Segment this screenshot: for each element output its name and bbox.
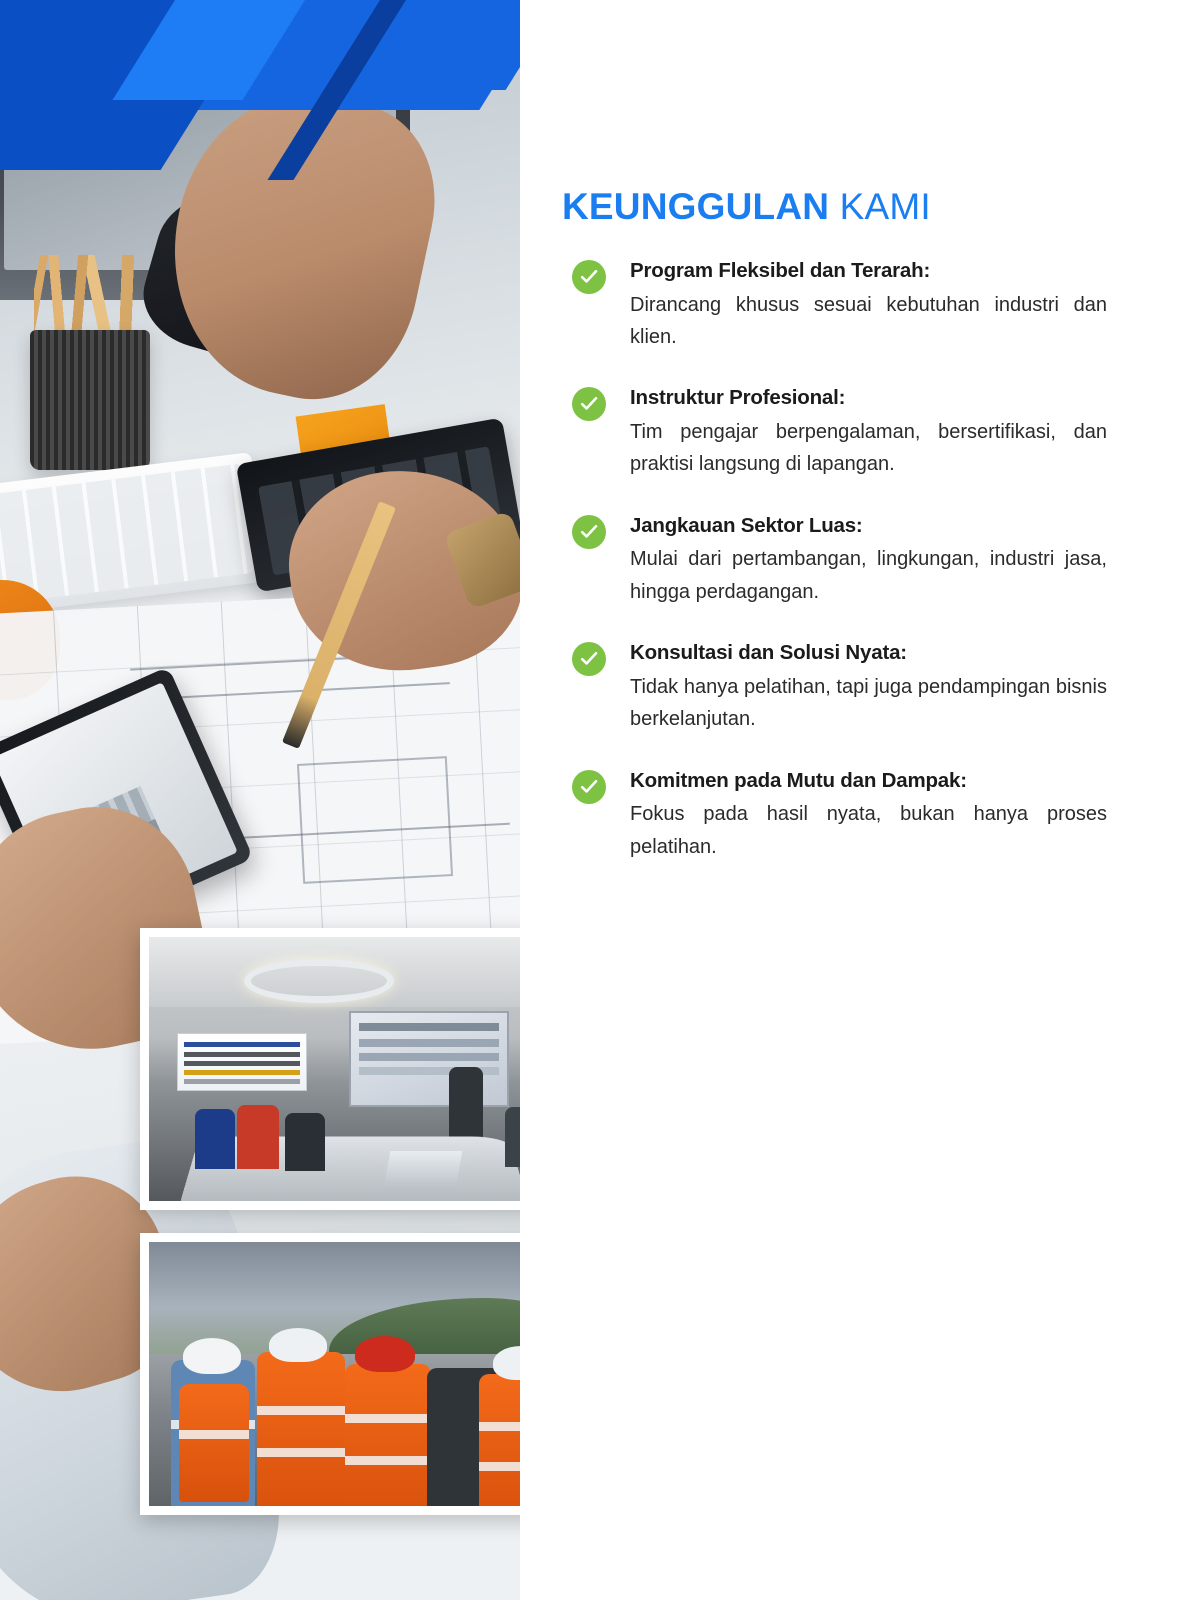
page-title-light: KAMI — [839, 186, 931, 227]
list-item — [562, 513, 1107, 608]
advantage-description: Mulai dari pertambangan, lingkungan, industri jasa, hingga perdagangan. — [630, 548, 1107, 603]
list-item — [562, 640, 1107, 735]
projector-screen-shape — [349, 1011, 509, 1107]
advantage-title: Komitmen pada Mutu dan Dampak: — [630, 768, 967, 792]
pen-holder-shape — [30, 330, 150, 470]
attendee-shape — [195, 1109, 235, 1169]
safety-vest-shape — [179, 1384, 249, 1502]
advantages-section — [520, 0, 1197, 1600]
ring-light-shape — [244, 959, 394, 1003]
blue-angular-banner — [0, 0, 520, 170]
helmet-shape — [355, 1336, 415, 1372]
advantage-title: Jangkauan Sektor Luas: — [630, 513, 863, 537]
check-circle-icon — [572, 515, 606, 549]
blueprint-box — [297, 756, 453, 884]
worker-shape — [345, 1364, 431, 1506]
helmet-shape — [183, 1338, 241, 1374]
training-meeting-room-photo — [140, 928, 552, 1210]
page-title — [562, 186, 931, 228]
list-item — [562, 385, 1107, 480]
advantage-description: Tidak hanya pelatihan, tapi juga pendampingan bisnis berkelanjutan. — [630, 675, 1107, 731]
presenter-shape — [449, 1067, 483, 1141]
advantage-description: Fokus pada hasil nyata, bukan hanya proses pelatihan. — [630, 803, 1107, 858]
helmet-shape — [269, 1328, 327, 1362]
worker-shape — [257, 1352, 345, 1506]
advantage-title: Program Fleksibel dan Terarah: — [630, 259, 931, 282]
laptop-shape — [384, 1151, 463, 1189]
list-item — [562, 768, 1107, 863]
page-title-bold: KEUNGGULAN — [562, 186, 830, 227]
advantages-list — [562, 258, 1107, 895]
advantage-title: Instruktur Profesional: — [630, 386, 846, 410]
field-workers-safety-vests-photo — [140, 1233, 552, 1515]
check-circle-icon — [572, 770, 606, 804]
list-item — [562, 258, 1107, 353]
check-circle-icon — [572, 642, 606, 676]
check-circle-icon — [572, 260, 606, 294]
advantage-description: Dirancang khusus sesuai kebutuhan industri dan klien. — [630, 293, 1107, 349]
attendee-shape — [237, 1105, 279, 1169]
advantage-description: Tim pengajar berpengalaman, bersertifikasi, dan praktisi langsung di lapangan. — [630, 421, 1107, 476]
check-circle-icon — [572, 387, 606, 421]
event-backdrop-banner — [177, 1033, 307, 1091]
attendee-shape — [285, 1113, 325, 1171]
advantage-title: Konsultasi dan Solusi Nyata: — [630, 641, 907, 665]
